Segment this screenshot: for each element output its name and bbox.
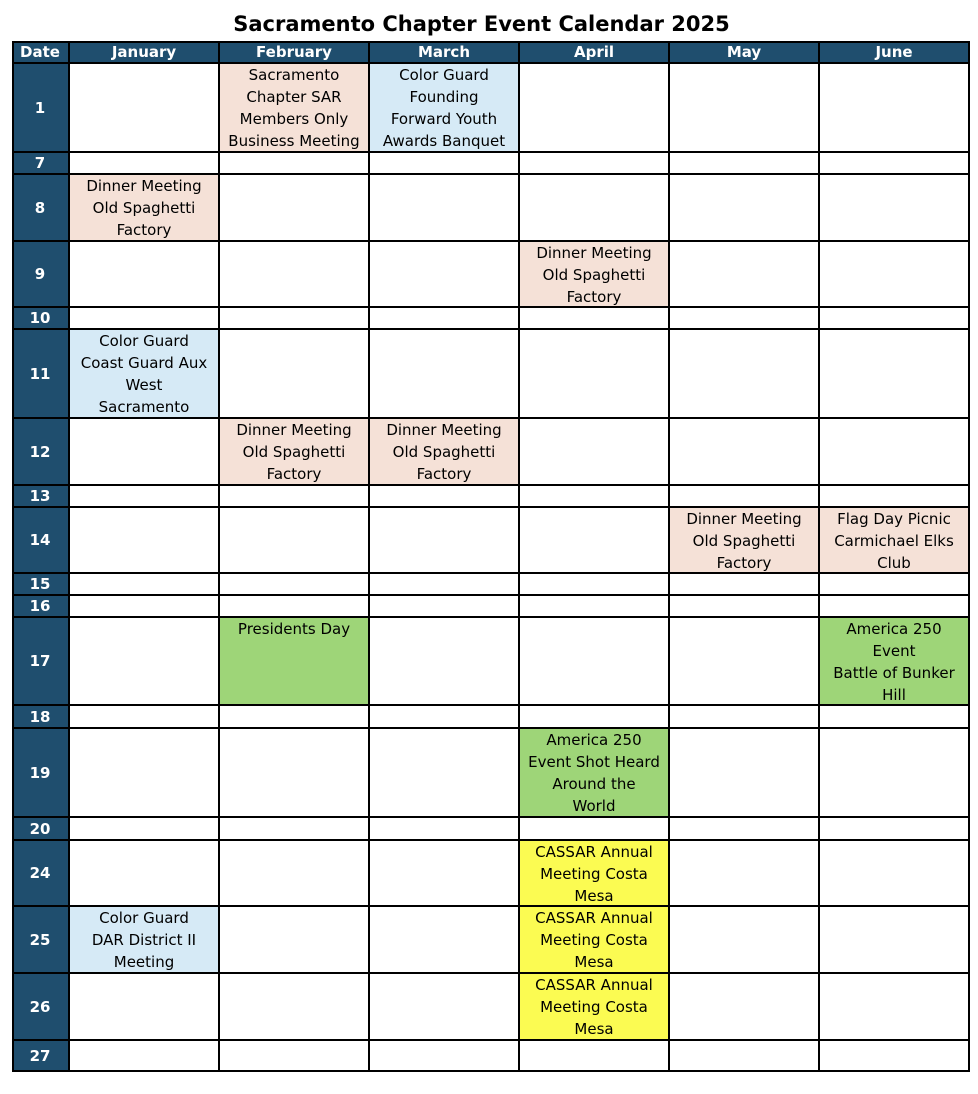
date-cell: 18 [12,706,70,729]
event-cell-america250: America 250 Event Battle of Bunker Hill [820,618,970,706]
column-header-march: March [370,41,520,64]
empty-cell [220,574,370,596]
date-cell: 26 [12,974,70,1041]
empty-cell [820,64,970,153]
empty-cell [370,486,520,508]
empty-cell [670,175,820,242]
empty-cell [220,486,370,508]
empty-cell [820,330,970,419]
empty-cell [370,508,520,574]
empty-cell [520,596,670,618]
empty-cell [520,486,670,508]
empty-cell [70,618,220,706]
empty-cell [670,618,820,706]
empty-cell [520,574,670,596]
date-cell: 9 [12,242,70,308]
event-cell-dinner: Dinner Meeting Old Spaghetti Factory [670,508,820,574]
empty-cell [220,1041,370,1072]
empty-cell [670,1041,820,1072]
empty-cell [220,841,370,907]
empty-cell [70,419,220,486]
date-cell: 27 [12,1041,70,1072]
empty-cell [820,486,970,508]
empty-cell [820,706,970,729]
empty-cell [70,64,220,153]
event-cell-colorguard: Color Guard Founding Forward Youth Awards Banquet [370,64,520,153]
empty-cell [820,574,970,596]
event-cell-dinner: Flag Day Picnic Carmichael Elks Club [820,508,970,574]
column-header-date: Date [12,41,70,64]
empty-cell [670,729,820,818]
date-cell: 1 [12,64,70,153]
empty-cell [820,308,970,330]
date-cell: 8 [12,175,70,242]
empty-cell [670,308,820,330]
event-cell-dinner: Sacramento Chapter SAR Members Only Business Meeting [220,64,370,153]
event-cell-cassar: CASSAR Annual Meeting Costa Mesa [520,841,670,907]
empty-cell [670,706,820,729]
date-cell: 17 [12,618,70,706]
empty-cell [70,818,220,841]
empty-cell [820,175,970,242]
empty-cell [370,907,520,974]
column-header-june: June [820,41,970,64]
date-cell: 12 [12,419,70,486]
date-cell: 15 [12,574,70,596]
empty-cell [820,818,970,841]
empty-cell [370,841,520,907]
empty-cell [370,175,520,242]
empty-cell [220,907,370,974]
empty-cell [820,1041,970,1072]
empty-cell [220,308,370,330]
empty-cell [370,330,520,419]
empty-cell [70,308,220,330]
empty-cell [70,596,220,618]
empty-cell [670,841,820,907]
event-cell-america250: Presidents Day [220,618,370,706]
event-cell-dinner: Dinner Meeting Old Spaghetti Factory [370,419,520,486]
empty-cell [520,153,670,175]
empty-cell [820,242,970,308]
empty-cell [820,907,970,974]
empty-cell [370,308,520,330]
empty-cell [370,1041,520,1072]
empty-cell [70,841,220,907]
empty-cell [670,818,820,841]
empty-cell [220,974,370,1041]
empty-cell [670,574,820,596]
date-cell: 25 [12,907,70,974]
date-cell: 20 [12,818,70,841]
empty-cell [370,618,520,706]
page-title: Sacramento Chapter Event Calendar 2025 [233,12,730,36]
empty-cell [70,729,220,818]
date-cell: 19 [12,729,70,818]
event-cell-cassar: CASSAR Annual Meeting Costa Mesa [520,907,670,974]
empty-cell [520,419,670,486]
empty-cell [220,175,370,242]
empty-cell [220,729,370,818]
empty-cell [70,242,220,308]
empty-cell [370,153,520,175]
event-cell-colorguard: Color Guard DAR District II Meeting [70,907,220,974]
date-cell: 24 [12,841,70,907]
empty-cell [670,974,820,1041]
empty-cell [370,574,520,596]
empty-cell [520,508,670,574]
empty-cell [670,153,820,175]
empty-cell [220,706,370,729]
empty-cell [220,153,370,175]
event-cell-cassar: CASSAR Annual Meeting Costa Mesa [520,974,670,1041]
date-cell: 11 [12,330,70,419]
event-cell-dinner: Dinner Meeting Old Spaghetti Factory [70,175,220,242]
date-cell: 16 [12,596,70,618]
date-cell: 7 [12,153,70,175]
empty-cell [220,330,370,419]
empty-cell [670,330,820,419]
empty-cell [670,907,820,974]
empty-cell [820,153,970,175]
empty-cell [70,508,220,574]
empty-cell [520,330,670,419]
date-cell: 14 [12,508,70,574]
column-header-january: January [70,41,220,64]
empty-cell [370,596,520,618]
empty-cell [520,818,670,841]
empty-cell [70,574,220,596]
empty-cell [70,486,220,508]
empty-cell [520,1041,670,1072]
empty-cell [820,419,970,486]
date-cell: 13 [12,486,70,508]
event-cell-dinner: Dinner Meeting Old Spaghetti Factory [220,419,370,486]
empty-cell [670,596,820,618]
empty-cell [670,486,820,508]
empty-cell [220,508,370,574]
event-cell-dinner: Dinner Meeting Old Spaghetti Factory [520,242,670,308]
empty-cell [220,242,370,308]
empty-cell [670,419,820,486]
column-header-april: April [520,41,670,64]
empty-cell [520,175,670,242]
empty-cell [370,818,520,841]
empty-cell [370,706,520,729]
empty-cell [370,729,520,818]
column-header-february: February [220,41,370,64]
empty-cell [820,974,970,1041]
empty-cell [220,596,370,618]
empty-cell [70,1041,220,1072]
empty-cell [820,729,970,818]
empty-cell [370,242,520,308]
empty-cell [220,818,370,841]
event-cell-america250: America 250 Event Shot Heard Around the World [520,729,670,818]
empty-cell [520,64,670,153]
empty-cell [520,706,670,729]
empty-cell [820,841,970,907]
empty-cell [520,308,670,330]
empty-cell [670,64,820,153]
date-cell: 10 [12,308,70,330]
empty-cell [820,596,970,618]
column-header-may: May [670,41,820,64]
empty-cell [70,153,220,175]
empty-cell [70,974,220,1041]
empty-cell [520,618,670,706]
event-cell-colorguard: Color Guard Coast Guard Aux West Sacramento [70,330,220,419]
empty-cell [370,974,520,1041]
empty-cell [670,242,820,308]
empty-cell [70,706,220,729]
